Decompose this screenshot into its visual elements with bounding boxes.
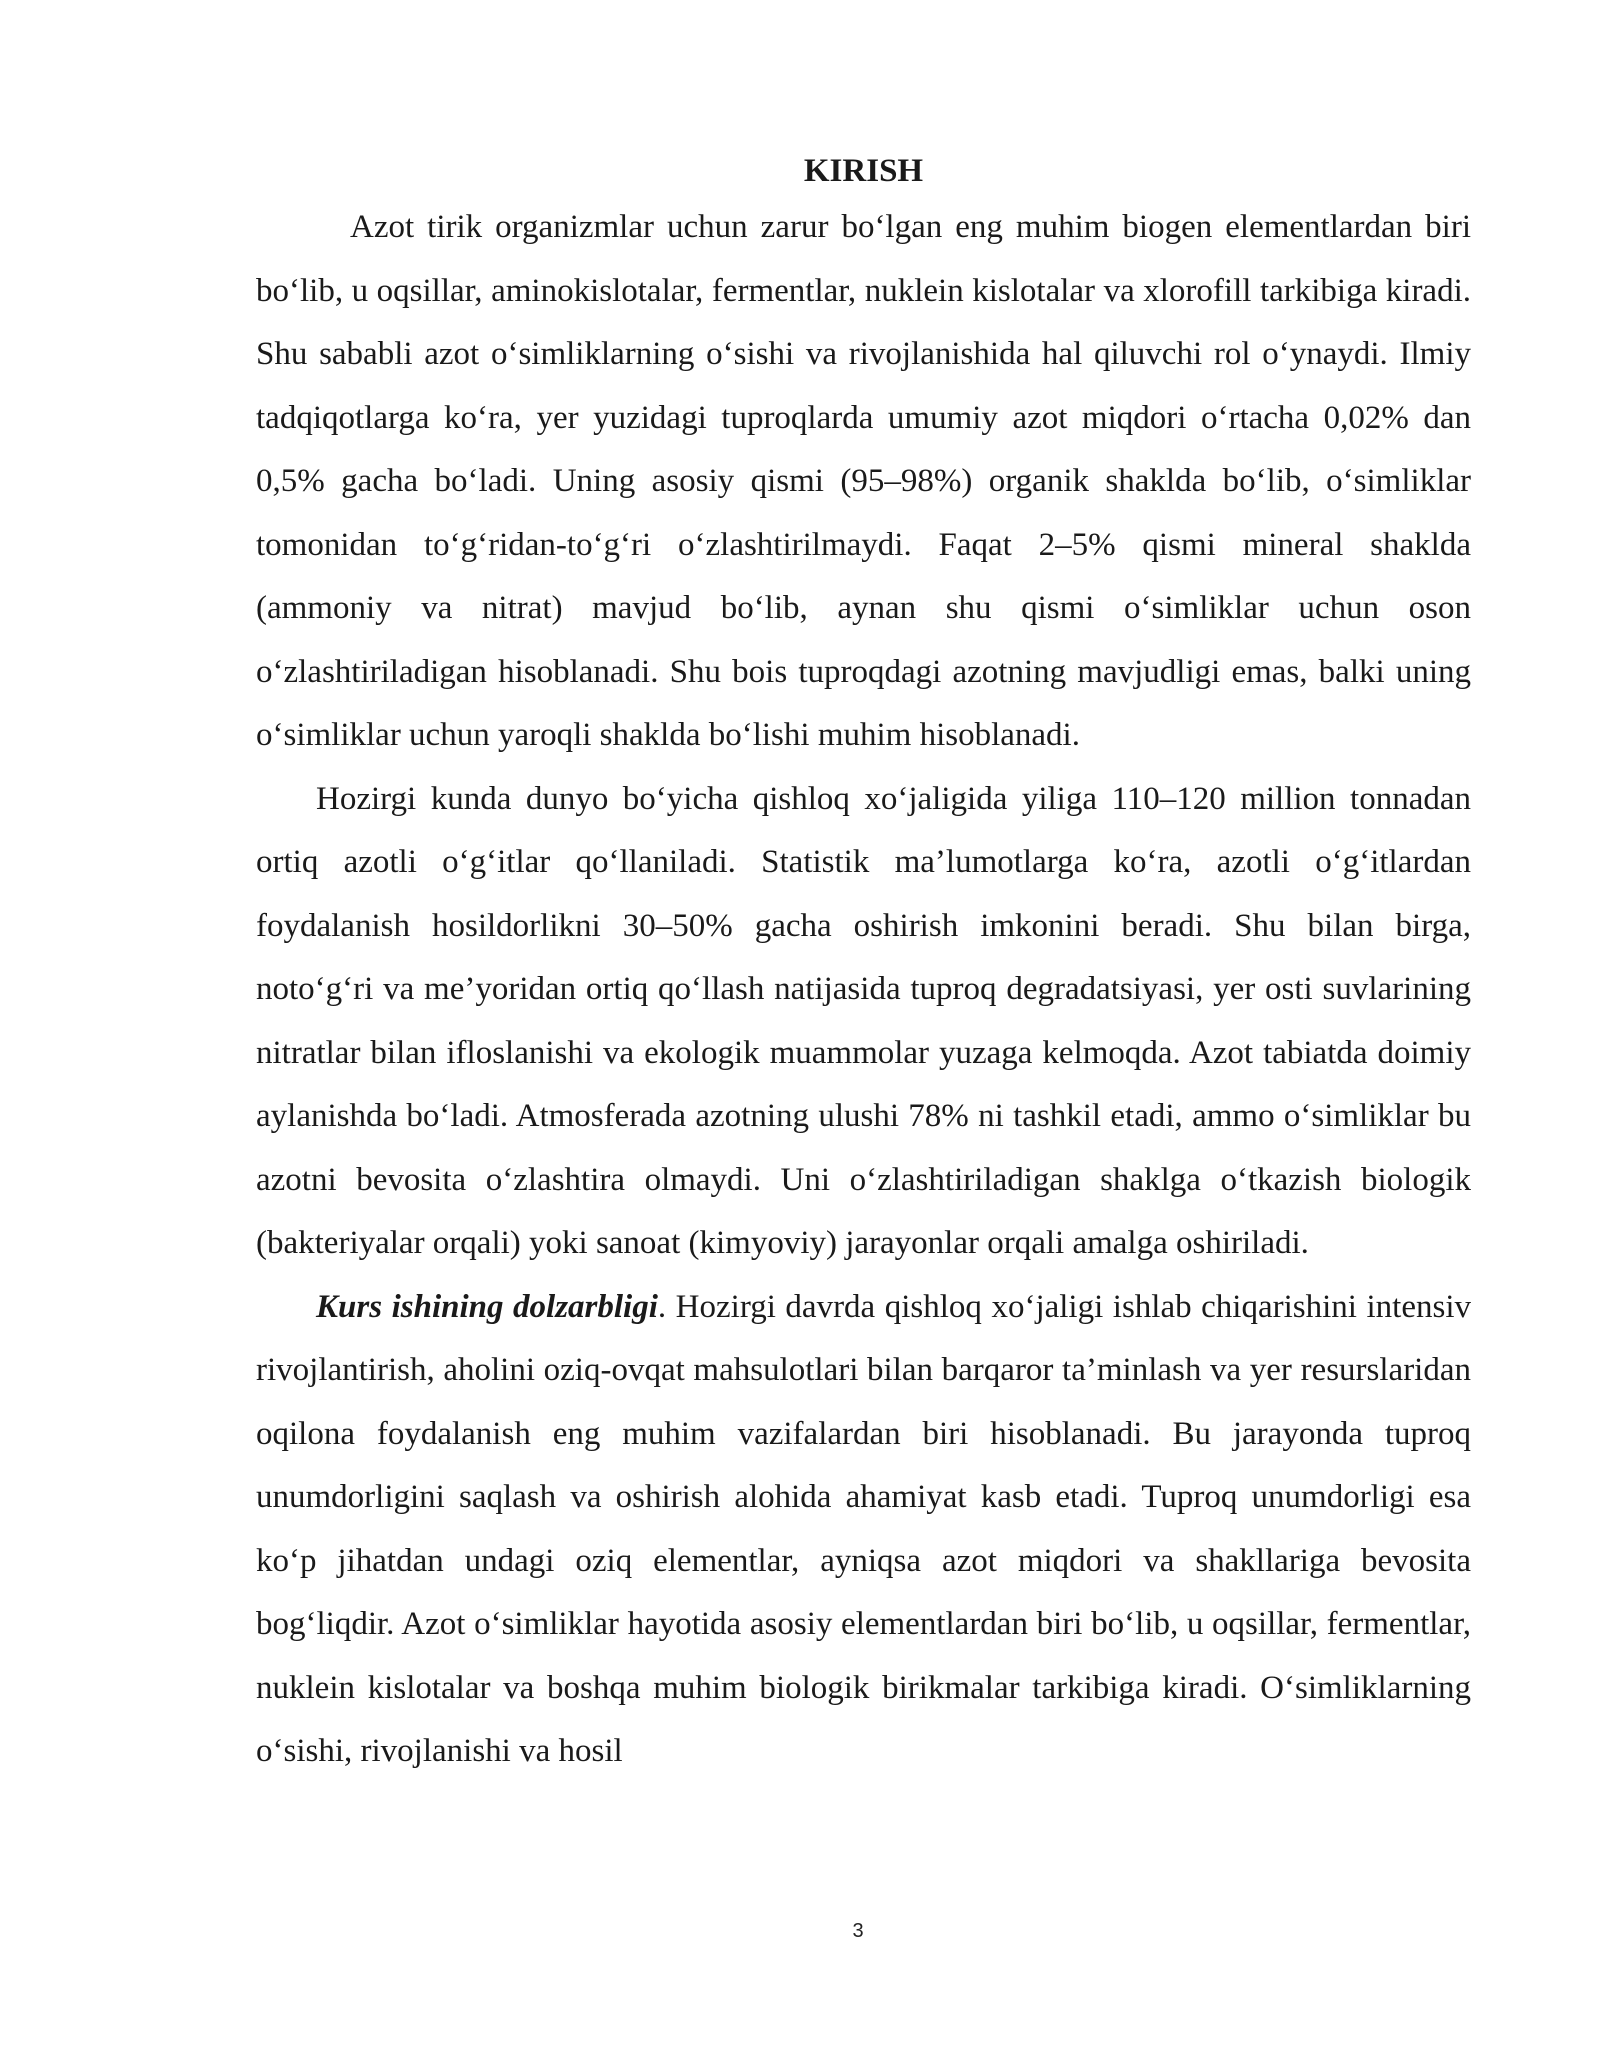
section-title: KIRISH (803, 153, 924, 189)
relevance-text: . Hozirgi davrda qishloq xo‘jaligi ishlab chiqarishini intensiv rivojlantirish, aholini oziq-ovqat mahsulotlari bilan barqaror ta’minlash va yer resurslaridan oqilona foydalanish eng muhim vazifalardan biri hisoblanadi. Bu jarayonda tuproq unumdorligini saqlash va oshirish alohida ahamiyat kasb etadi. Tuproq unumdorligi esa ko‘p jihatdan undagi oziq elementlar, ayniqsa azot miqdori va shakllariga bevosita bog‘liqdir. Azot o‘simliklar hayotida asosiy elementlardan biri bo‘lib, u oqsillar, fermentlar, nuklein kislotalar va boshqa muhim biologik birikmalar tarkibiga kiradi. O‘simliklarning o‘sishi, rivojlanishi va hosil (256, 1288, 1471, 1769)
page-number: 3 (852, 1920, 864, 1942)
paragraph-fertilizers: Hozirgi kunda dunyo bo‘yicha qishloq xo‘jaligida yiliga 110–120 million tonnadan ortiq azotli o‘g‘itlar qo‘llaniladi. Statistik ma’lumotlarga ko‘ra, azotli o‘g‘itlardan foydalanish hosildorlikni 30–50% gacha oshirish imkonini beradi. Shu bilan birga, noto‘g‘ri va me’yoridan ortiq qo‘llash natijasida tuproq degradatsiyasi, yer osti suvlarining nitratlar bilan ifloslanishi va ekologik muammolar yuzaga kelmoqda. Azot tabiatda doimiy aylanishda bo‘ladi. Atmosferada azotning ulushi 78% ni tashkil etadi, ammo o‘simliklar bu azotni bevosita o‘zlashtira olmaydi. Uni o‘zlashtiriladigan shaklga o‘tkazish biologik (bakteriyalar orqali) yoki sanoat (kimyoviy) jarayonlar orqali amalga oshiriladi. (256, 780, 1471, 1261)
paragraph-intro: Azot tirik organizmlar uchun zarur bo‘lgan eng muhim biogen elementlardan biri bo‘lib, u oqsillar, aminokislotalar, fermentlar, nuklein kislotalar va xlorofill tarkibiga kiradi. Shu sababli azot o‘simliklarning o‘sishi va rivojlanishida hal qiluvchi rol o‘ynaydi. Ilmiy tadqiqotlarga ko‘ra, yer yuzidagi tuproqlarda umumiy azot miqdori o‘rtacha 0,02% dan 0,5% gacha bo‘ladi. Uning asosiy qismi (95–98%) organik shaklda bo‘lib, o‘simliklar tomonidan to‘g‘ridan-to‘g‘ri o‘zlashtirilmaydi. Faqat 2–5% qismi mineral shaklda (ammoniy va nitrat) mavjud bo‘lib, aynan shu qismi o‘simliklar uchun oson o‘zlashtiriladigan hisoblanadi. Shu bois tuproqdagi azotning mavjudligi emas, balki uning o‘simliklar uchun yaroqli shaklda bo‘lishi muhim hisoblanadi. (256, 209, 1471, 753)
paragraph-relevance (256, 1276, 1471, 1784)
relevance-heading: Kurs ishining dolzarbligi (316, 1288, 658, 1325)
document-page (256, 148, 1471, 1784)
